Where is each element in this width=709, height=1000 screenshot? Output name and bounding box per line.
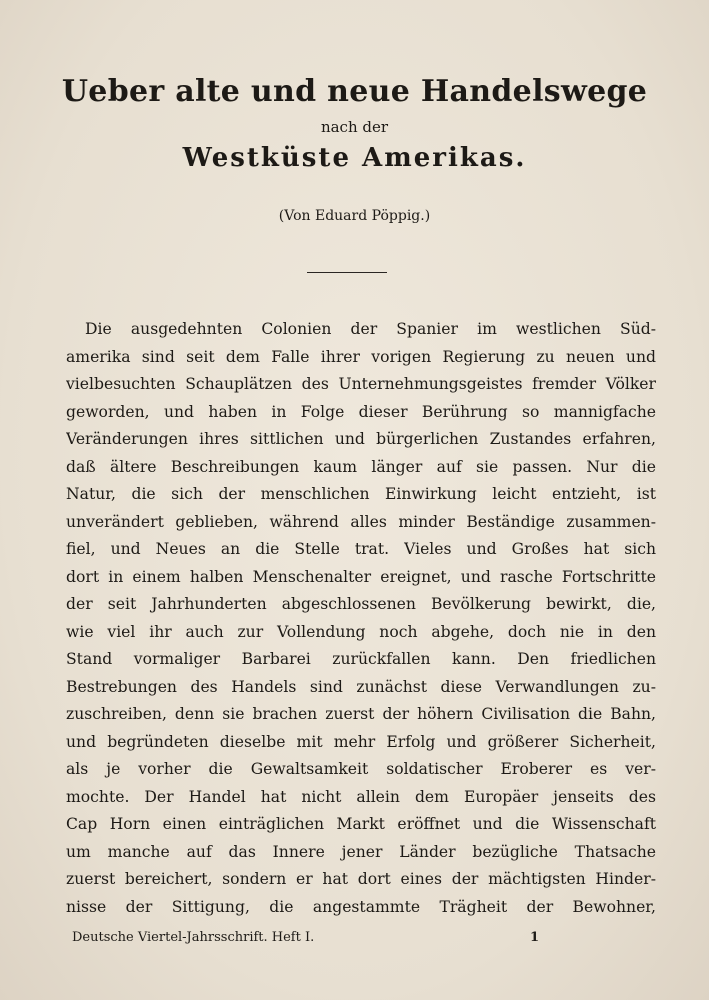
text-line: um manche auf das Innere jener Länder bezügliche Thatsache <box>66 842 656 861</box>
text-line: Bestrebungen des Handels sind zunächst diese Verwandlungen zu- <box>66 677 656 696</box>
text-line: und begründeten dieselbe mit mehr Erfolg und größerer Sicherheit, <box>66 732 656 751</box>
text-line: nisse der Sittigung, die angestammte Trägheit der Bewohner, <box>66 897 656 916</box>
text-line: zuerst bereichert, sondern er hat dort eines der mächtigsten Hinder- <box>66 870 656 888</box>
text-line: mochte. Der Handel hat nicht allein dem Europäer jenseits des <box>66 787 656 806</box>
title-divider <box>307 272 387 273</box>
page-number: 1 <box>530 930 540 945</box>
text-line: der seit Jahrhunderten abgeschlossenen Bevölkerung bewirkt, die, <box>66 595 656 613</box>
text-line: Die ausgedehnten Colonien der Spanier im westlichen Süd- <box>85 320 656 338</box>
text-line: Veränderungen ihres sittlichen und bürgerlichen Zustandes erfahren, <box>66 430 656 448</box>
text-line: amerika sind seit dem Falle ihrer vorigen Regierung zu neuen und <box>66 347 656 366</box>
text-line: daß ältere Beschreibungen kaum länger auf sie passen. Nur die <box>66 457 656 476</box>
journal-footer: Deutsche Viertel-Jahrsschrift. Heft I. <box>72 930 315 945</box>
text-line: geworden, und haben in Folge dieser Berührung so mannigfache <box>66 402 656 421</box>
author-byline: (Von Eduard Pöppig.) <box>278 208 431 224</box>
text-line: wie viel ihr auch zur Vollendung noch abgehe, doch nie in den <box>66 622 656 641</box>
text-line: als je vorher die Gewaltsamkeit soldatischer Eroberer es ver- <box>66 760 656 778</box>
text-line: dort in einem halben Menschenalter ereignet, und rasche Fortschritte <box>66 567 656 586</box>
text-line: vielbesuchten Schauplätzen des Unternehmungsgeistes fremder Völker <box>66 375 656 393</box>
text-line: unverändert geblieben, während alles minder Beständige zusammen- <box>66 512 656 531</box>
text-line: Cap Horn einen einträglichen Markt eröffnet und die Wissenschaft <box>66 815 656 833</box>
title-line-1: Ueber alte und neue Handelswege <box>61 74 648 109</box>
text-line: Stand vormaliger Barbarei zurückfallen kann. Den friedlichen <box>66 650 656 668</box>
text-line: Natur, die sich der menschlichen Einwirkung leicht entzieht, ist <box>66 485 656 503</box>
body-paragraph <box>66 316 656 921</box>
title-line-3: Westküste Amerikas. <box>182 143 527 173</box>
title-line-2: nach der <box>320 118 389 136</box>
text-line: fiel, und Neues an die Stelle trat. Vieles und Großes hat sich <box>66 540 656 558</box>
text-line: zuschreiben, denn sie brachen zuerst der höhern Civilisation die Bahn, <box>66 705 656 723</box>
